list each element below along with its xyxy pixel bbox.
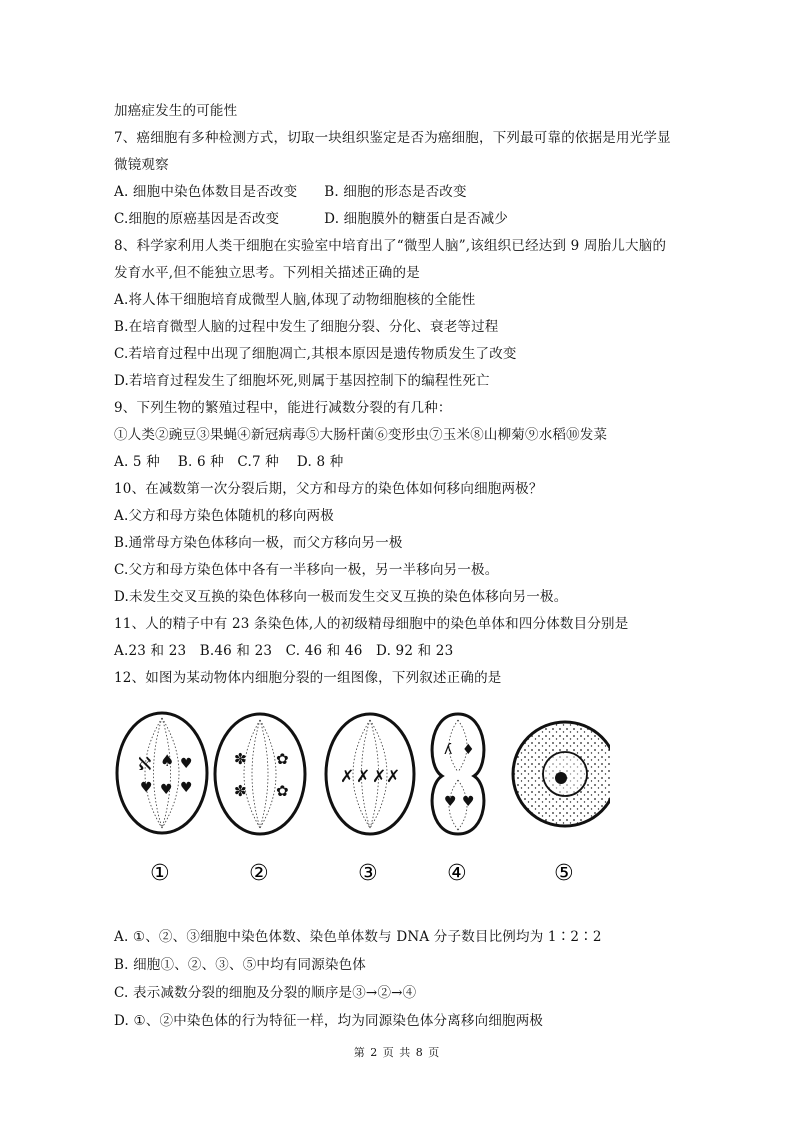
cell-division-figure xyxy=(110,706,610,896)
q10-option-c: C.父方和母方染色体中各有一半移向一极，另一半移向另一极。 xyxy=(114,562,499,578)
q7-stem-2: 微镜观察 xyxy=(114,157,169,173)
svg-text:♥: ♥ xyxy=(160,782,173,798)
q7-options-2: C.细胞的原癌基因是否改变 D. 细胞膜外的糖蛋白是否减少 xyxy=(114,211,509,227)
cell-division-diagram xyxy=(110,706,610,896)
q12-option-b: B. 细胞①、②、③、⑤中均有同源染色体 xyxy=(114,957,367,973)
q10-option-b: B.通常母方染色体移向一极，而父方移向另一极 xyxy=(114,535,403,551)
svg-text:✽: ✽ xyxy=(234,782,247,800)
q8-option-a: A.将人体干细胞培育成微型人脑,体现了动物细胞核的全能性 xyxy=(114,292,476,308)
svg-text:♥: ♥ xyxy=(462,794,475,810)
cell-2-illustration xyxy=(215,714,305,834)
q11-options: A.23 和 23 B.46 和 23 C. 46 和 46 D. 92 和 23 xyxy=(114,643,454,659)
q9-list: ①人类②豌豆③果蝇④新冠病毒⑤大肠杆菌⑥变形虫⑦玉米⑧山柳菊⑨水稻⑩发菜 xyxy=(114,427,608,443)
svg-text:♥: ♥ xyxy=(140,780,153,796)
svg-text:✿: ✿ xyxy=(276,782,289,800)
page-footer: 第 2 页 共 8 页 xyxy=(353,1046,441,1059)
cell-5-illustration xyxy=(513,722,610,826)
q8-stem-2: 发育水平,但不能独立思考。下列相关描述正确的是 xyxy=(114,265,420,281)
cell-4-illustration xyxy=(432,714,484,834)
q12-option-d: D. ①、②中染色体的行为特征一样，均为同源染色体分离移向细胞两极 xyxy=(114,1013,544,1029)
svg-text:♥: ♥ xyxy=(180,780,193,796)
svg-text:✗: ✗ xyxy=(386,767,401,787)
q11-stem: 11、人的精子中有 23 条染色体,人的初级精母细胞中的染色单体和四分体数目分别是 xyxy=(114,616,629,632)
figure-label-4: ④ xyxy=(447,861,467,886)
q9-stem: 9、下列生物的繁殖过程中，能进行减数分裂的有几种： xyxy=(114,400,452,416)
q8-stem-1: 8、科学家利用人类干细胞在实验室中培育出了“微型人脑”,该组织已经达到 9 周胎儿大脑的 xyxy=(114,238,667,254)
q10-option-d: D.未发生交叉互换的染色体移向一极而发生交叉互换的染色体移向另一极。 xyxy=(114,589,568,605)
svg-text:ʎ: ʎ xyxy=(444,742,453,758)
svg-text:♦: ♦ xyxy=(462,742,475,758)
q7-options-1: A. 细胞中染色体数目是否改变 B. 细胞的形态是否改变 xyxy=(114,184,467,200)
figure-label-3: ③ xyxy=(358,861,378,886)
svg-text:✗: ✗ xyxy=(372,767,387,787)
figure-label-2: ② xyxy=(249,861,269,886)
cell-1-illustration xyxy=(117,713,207,833)
svg-text:✗: ✗ xyxy=(356,767,371,787)
q12-option-a: A. ①、②、③细胞中染色体数、染色单体数与 DNA 分子数目比例均为 1∶2∶2 xyxy=(114,929,602,945)
figure-label-1: ① xyxy=(150,861,170,886)
q8-option-b: B.在培育微型人脑的过程中发生了细胞分裂、分化、衰老等过程 xyxy=(114,319,499,335)
svg-text:ℵ: ℵ xyxy=(138,754,152,775)
svg-text:✗: ✗ xyxy=(340,767,355,787)
q8-option-d: D.若培育过程发生了细胞坏死,则属于基因控制下的编程性死亡 xyxy=(114,373,490,389)
q9-options: A. 5 种 B. 6 种 C.7 种 D. 8 种 xyxy=(114,454,344,470)
line-intro: 加癌症发生的可能性 xyxy=(114,103,238,119)
q8-option-c: C.若培育过程中出现了细胞凋亡,其根本原因是遗传物质发生了改变 xyxy=(114,346,517,362)
svg-text:✿: ✿ xyxy=(276,750,289,768)
q12-option-c: C. 表示减数分裂的细胞及分裂的顺序是③→②→④ xyxy=(114,985,417,1001)
q12-stem: 12、如图为某动物体内细胞分裂的一组图像，下列叙述正确的是 xyxy=(114,670,502,686)
q7-stem-1: 7、癌细胞有多种检测方式，切取一块组织鉴定是否为癌细胞，下列最可靠的依据是用光学显 xyxy=(114,130,671,146)
svg-text:✽: ✽ xyxy=(234,750,247,768)
q10-stem: 10、在减数第一次分裂后期，父方和母方的染色体如何移向细胞两极？ xyxy=(114,481,543,497)
cell-3-illustration xyxy=(326,714,414,834)
figure-label-5: ⑤ xyxy=(554,861,574,886)
q10-option-a: A.父方和母方染色体随机的移向两极 xyxy=(114,508,334,524)
svg-text:♠: ♠ xyxy=(160,751,175,770)
svg-text:♥: ♥ xyxy=(444,794,457,810)
svg-text:♥: ♥ xyxy=(180,756,193,772)
